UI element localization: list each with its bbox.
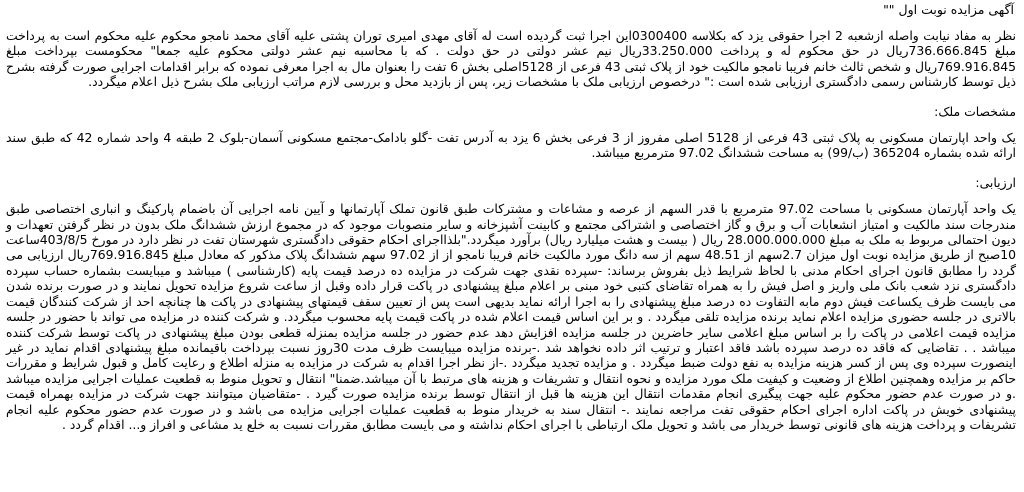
- notice-title: آگهی مزایده نوبت اول "": [883, 2, 1014, 17]
- valuation-heading: ارزیابی:: [975, 174, 1016, 190]
- notice-intro-paragraph: نظر به مفاد نیابت واصله ازشعبه 2 اجرا حقوقی یزد که بکلاسه 0300400این اجرا ثبت گردیده است له آقای مهدی امیری توران پشتی علیه آقای محمد نامجو محکوم علیه محکوم است به پرداخت مبلغ 736.666.845ریال در حق محکوم له و پرداخت 33.250.000ریال نیم عشر دولتی در حق دولت . که با محاسبه نیم عشر دولتی محکوم علیه جمعا" محکومست بپرداخت مبلغ 769.916.845ریال و شخص ثالث خانم فریبا نامجو مالکیت خود از پلاک ثبتی 43 فرعی از 5128اصلی بخش 6 تفت را بعنوان مال به اجرا معرفی نموده که برابر اقدامات اجرایی صورت گرفته بشرح ذیل توسط کارشناس رسمی دادگستری ارزیابی شده است :" درخصوص ارزیابی ملک با مشخصات زیر، پس از بازدید محل و بررسی لازم مراتب ارزیابی ملک بشرح ذیل اعلام میگردد.: [6, 28, 1016, 90]
- spacer: [6, 161, 1016, 175]
- property-specs-heading: مشخصات ملک:: [934, 103, 1016, 119]
- property-specs-paragraph: یک واحد اپارتمان مسکونی به پلاک ثبتی 43 فرعی از 5128 اصلی مفروز از 3 فرعی بخش 6 یزد به آدرس تفت -گلو بادامک-مجتمع مسکونی آسمان-بلوک 2 طبقه 4 واحد شماره 42 که طبق سند ارائه شده بشماره 365204 (ب/99) به مساحت ششدانگ 97.02 مترمربع میباشد.: [6, 130, 1016, 161]
- spacer: [6, 119, 1016, 130]
- valuation-paragraph: یک واحد آپارتمان مسکونی با مساحت 97.02 مترمربع با قدر السهم از عرصه و مشاعات و مشترکات طبق قانون تملک آپارتمانها و آیین نامه اجرایی آن باضمام پارکینگ و انباری اختصاصی طبق مندرجات سند مالکیت و امتیاز انشعابات آب و برق و گاز اختصاصی و اشتراکی مجتمع و کابینت آشپزخانه و سایر منصوبات موجود که در مجموع ارزش ششدانگ ملک بدون در نظر گرفتن تعهدات و دیون احتمالی مربوط به ملک به مبلغ 28.000.000.000 ریال ( بیست و هشت میلیارد ریال) برآورد میگردد."بلذااجرای احکام حقوقی دادگستری شهرستان تفت در نظر دارد در مورخ 403/8/5ساعت 10صبح از طریق مزایده نوبت اول میزان 2.7سهم از 48.51 سهم از سه دانگ مورد مالکیت خانم فریبا نامجو از از 97.02 سهم ششدانگ پلاک مذکور که معادل مبلغ 769.916.845ریال ارزیابی می گردد را مطابق قانون اجرای احکام مدنی با لحاظ شرایط ذیل بفروش برساند: -سپرده نقدی جهت شرکت در مزایده ده درصد قیمت پایه (کارشناسی ) میباشد و میبایست بشماره حساب سپرده دادگستری نزد شعب بانک ملی واریز و اصل فیش را به همراه تقاضای کتبی خود مبنی بر اعلام مبلغ پیشنهادی در پاکت قرار داده وقبل از ساعت شروع مزایده تحویل نمایند و در صورت برنده شدن می بایست ظرف یکساعت فیش دوم مابه التفاوت ده درصد مبلغ پیشنهادی را به اجرا ارائه نماید بدیهی است پس از تعیین سقف قیمتهای پیشنهادی در پاکت ها چنانچه احد از شرکت کنندگان قیمت بالاتری در جلسه حضوری مزایده اعلام نماید برنده مزایده تلقی میگردد . و بر این اساس قیمت اعلام شده در پاکت قیمت پایه محسوب میگردد. و شرکت کننده در مزایده می تواند با حضور در جلسه مزایده قیمت اعلامی در پاکت را بر اساس مبلغ اعلامی سایر حاضرین در جلسه مزایده افزایش دهد عدم حضور در جلسه مزایده بمنزله قطعی بودن مبلغ پیشنهادی در پاکت توسط شرکت کننده میباشد . . تقاضایی که فاقد ده درصد سپرده باشد فاقد اعتبار و ترتیب اثر داده نخواهد شد .-برنده مزایده میبایست ظرف مدت 30روز نسبت بپرداخت باقیمانده مبلغ پیشنهادی اقدام نماید در غیر اینصورت سپرده وی پس از کسر هزینه مزایده به نفع دولت ضبط میگردد . و مزایده تجدید میگردد .-از نظر اجرا اقدام به شرکت در مزایده به منزله اطلاع و رعایت کامل و قبول شرایط و مقررات حاکم بر مزایده وهمچنین اطلاع از وضعیت و کیفیت ملک مورد مزایده و نحوه انتقال و تشریفات و هزینه های مرتبط با آن میباشد.ضمنا" انتقال و تحویل منوط به قطعیت عملیات اجرایی مزایده میباشد .و در صورت عدم حضور محکوم علیه جهت پیگیری انجام مقدمات انتقال این هزینه ها قبل از انتقال توسط برنده مزایده صورت گیرد . -متقاضیان میتوانند جهت شرکت در مزایده بهمراه قیمت پیشنهادی خویش در پاکت اداره اجرای احکام حقوقی تفت مراجعه نمایند .- انتقال سند به خریدار منوط به قطعیت عملیات اجرایی مزایده می باشد و در صورت عدم حضور محکوم علیه انجام تشریفات و پرداخت هزینه های قانونی توسط خریدار می باشد و تحویل ملک ارتباطی با اجرای احکام نداشته و می بایست مطابق مقررات نسبت به خلع ید مشاعی و افراز و... اقدام گردد .: [6, 201, 1016, 432]
- spacer: [6, 90, 1016, 104]
- spacer: [6, 190, 1016, 201]
